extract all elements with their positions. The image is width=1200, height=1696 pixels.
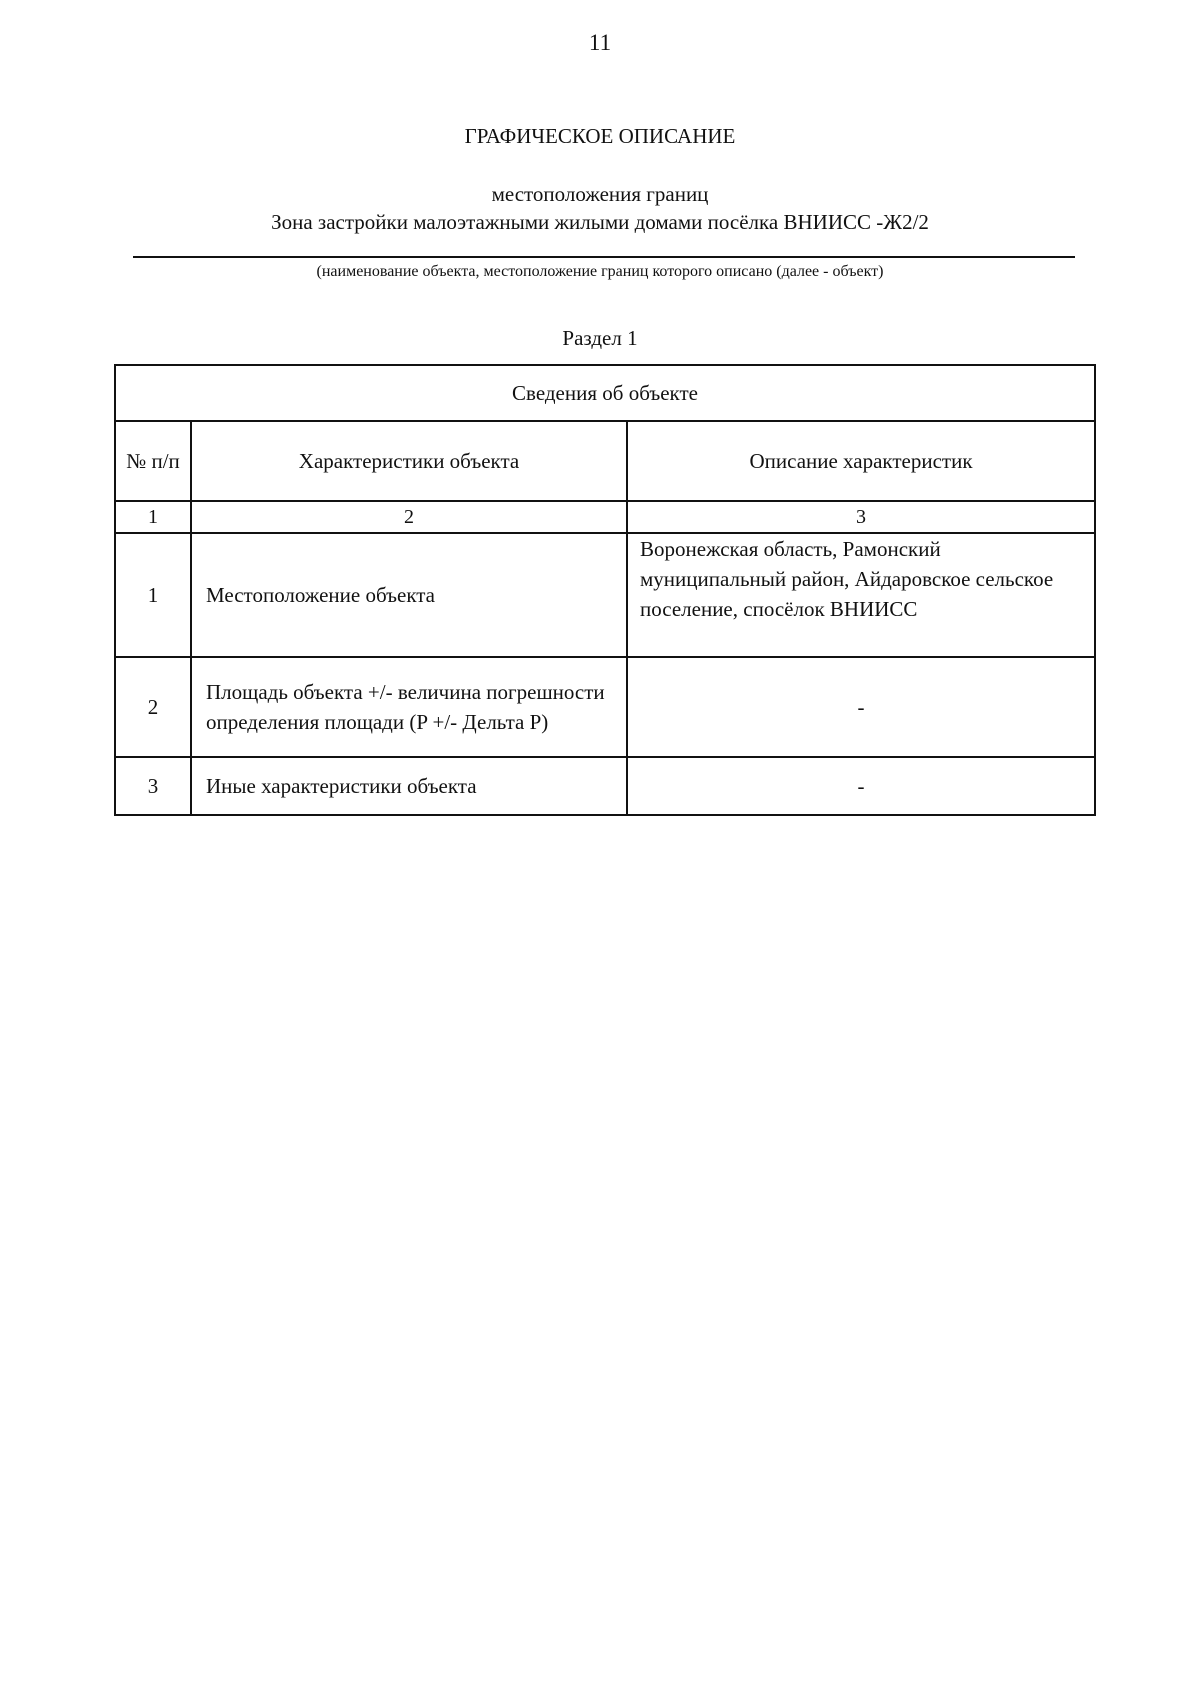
row-description: - — [627, 757, 1095, 815]
row-characteristic: Площадь объекта +/- величина погрешности определения площади (P +/- Дельта P) — [191, 657, 627, 757]
object-info-table — [114, 364, 1096, 816]
column-numbers-row — [115, 501, 1095, 533]
object-name-caption: (наименование объекта, местоположение границ которого описано (далее - объект) — [316, 263, 884, 280]
row-description: - — [627, 657, 1095, 757]
column-number-3: 3 — [627, 501, 1095, 533]
table-row — [115, 757, 1095, 815]
row-description: Воронежская область, Рамонский муниципальный район, Айдаровское сельское поселение, спосёлок ВНИИСС — [627, 533, 1095, 657]
header-characteristics: Характеристики объекта — [191, 421, 627, 501]
table-row — [115, 657, 1095, 757]
header-description: Описание характеристик — [627, 421, 1095, 501]
table-row — [115, 533, 1095, 657]
table-caption-row — [115, 365, 1095, 421]
object-name-underline — [133, 256, 1075, 258]
table-caption: Сведения об объекте — [115, 365, 1095, 421]
row-number: 2 — [115, 657, 191, 757]
row-characteristic: Местоположение объекта — [191, 533, 627, 657]
row-number: 3 — [115, 757, 191, 815]
document-subtitle: местоположения границ — [491, 182, 709, 206]
table-header-row — [115, 421, 1095, 501]
document-title: ГРАФИЧЕСКОЕ ОПИСАНИЕ — [464, 124, 736, 148]
page-number: 11 — [588, 30, 612, 55]
object-name: Зона застройки малоэтажными жилыми домами посёлка ВНИИСС -Ж2/2 — [271, 210, 929, 234]
column-number-2: 2 — [191, 501, 627, 533]
row-characteristic: Иные характеристики объекта — [191, 757, 627, 815]
column-number-1: 1 — [115, 501, 191, 533]
section-label: Раздел 1 — [562, 326, 638, 350]
row-number: 1 — [115, 533, 191, 657]
header-number: № п/п — [115, 421, 191, 501]
